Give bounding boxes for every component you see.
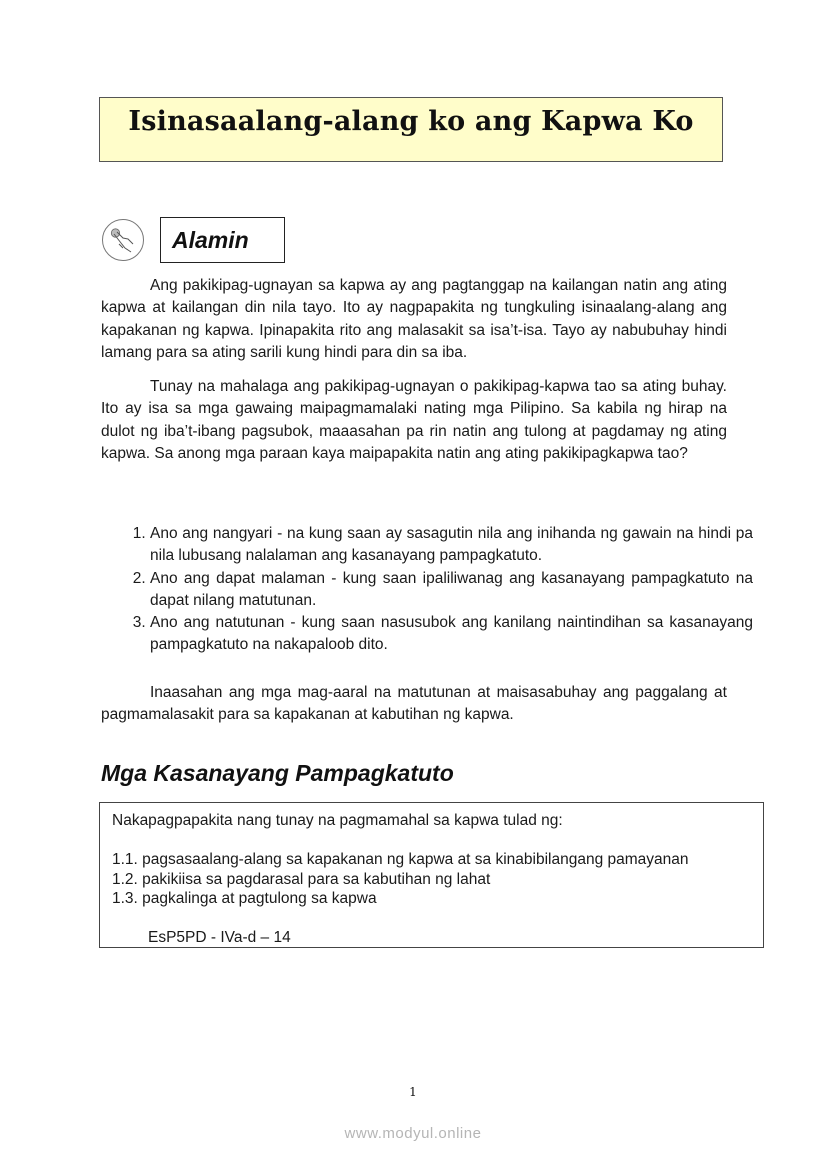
competencies-intro: Nakapagpapakita nang tunay na pagmamahal sa kapwa tulad ng:: [112, 812, 563, 829]
paragraph-text: Tunay na mahalaga ang pakikipag-ugnayan o pakikipag-kapwa tao sa ating buhay. Ito ay isa sa mga gawaing maipagmamalaki nating mga Pilipino. Sa kabila ng hirap na dulot ng iba’t-ibang pagsubok, maaasahan pa rin natin ang tulong at pagdamay ng ating kapwa. Sa anong mga paraan kaya maipapakita natin ang ating pakikipagkapwa tao?: [101, 378, 727, 462]
competency-item: 1.2. pakikiisa sa pagdarasal para sa kabutihan ng lahat: [112, 870, 491, 888]
competencies-box: [99, 802, 764, 948]
page-number: 1: [409, 1085, 417, 1099]
paragraph-text: Inaasahan ang mga mag-aaral na matutunan at maisasabuhay ang paggalang at pagmamalasakit para sa kapakanan at kabutihan ng kapwa.: [101, 684, 727, 724]
list-item: 2. Ano ang dapat malaman - kung saan ipaliliwanag ang kasanayang pampagkatuto na dapat nilang matutunan.: [150, 568, 753, 613]
competency-item: 1.3. pagkalinga at pagtulong sa kapwa: [112, 890, 377, 907]
competency-item: 1.1. pagsasaalang-alang sa kapakanan ng kapwa at sa kinabibilangang pamayanan: [112, 851, 689, 868]
alamin-label-box: [160, 217, 285, 263]
title-banner: [99, 97, 723, 162]
list-item: 3. Ano ang natutunan - kung saan nasusubok ang kanilang naintindihan sa kasanayang pampagkatuto na nakapaloob dito.: [150, 612, 753, 657]
watermark: www.modyul.online: [344, 1125, 482, 1142]
page-title: Isinasaalang-alang ko ang Kapwa Ko: [128, 106, 694, 137]
intro-paragraph-2: [101, 376, 727, 465]
list-item: 1. Ano ang nangyari - na kung saan ay sasagutin nila ang inihanda ng gawain na hindi pa nila lubusang nalalaman ang kasanayang pampagkatuto.: [150, 523, 753, 568]
paragraph-text: Ang pakikipag-ugnayan sa kapwa ay ang pagtanggap na kailangan natin ang ating kapwa at kailangan din nila tayo. Ito ay nagpapakita ng tungkuling isinaalang-alang ang kapakanan ng kapwa. Ipinapakita rito ang malasakit sa isa’t-isa. Tayo ay nabubuhay hindi lamang para sa ating sarili kung hindi para din sa iba.: [101, 277, 727, 361]
expectation-paragraph: [101, 682, 727, 727]
intro-paragraph-1: [101, 275, 727, 364]
steps-list: [124, 523, 753, 657]
hand-pointing-icon: [101, 218, 145, 262]
competency-code: EsP5PD - IVa-d – 14: [148, 928, 291, 946]
alamin-heading: Alamin: [172, 226, 249, 253]
competencies-heading: Mga Kasanayang Pampagkatuto: [101, 760, 454, 786]
